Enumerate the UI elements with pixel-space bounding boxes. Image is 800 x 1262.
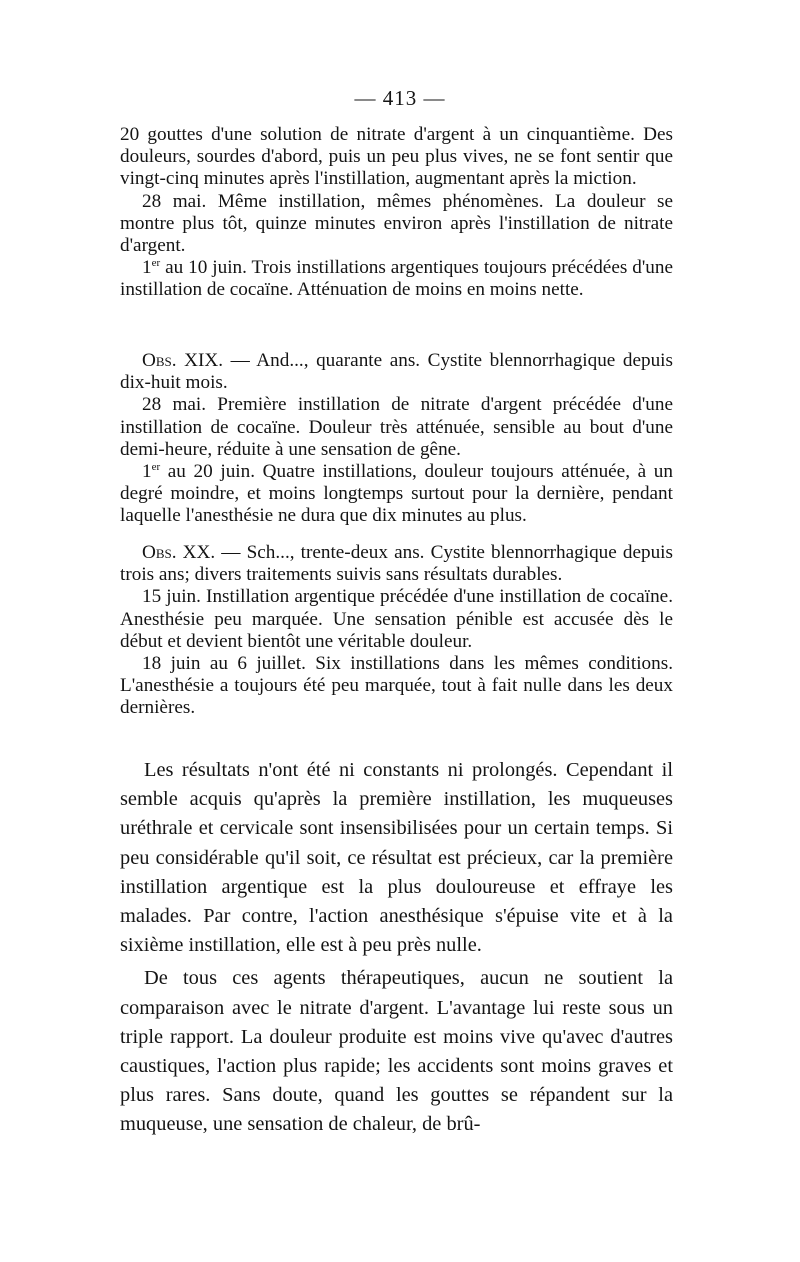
paragraph-text: au 10 juin. Trois instillations argentiques toujours précédées d'une instillation de cocaïne. Atténuation de moins en moins nette.: [120, 257, 673, 301]
observation-xx: [120, 542, 673, 720]
page-number: — 413 —: [354, 86, 446, 110]
paragraph: De tous ces agents thérapeutiques, aucun ne soutient la comparaison avec le nitrate d'argent. L'avantage lui reste sous un triple rapport. La douleur produite est moins vive qu'avec d'autres caustiques, l'action plus rapide; les accidents sont moins graves et plus rares. Sans doute, quand les gouttes se répandent sur la muqueuse, une sensation de chaleur, de brû-: [120, 967, 673, 1136]
discussion-text: [120, 756, 673, 1140]
paragraph: 15 juin. Instillation argentique précédée d'une instillation de cocaïne. Anesthésie peu marquée. Une sensation pénible est accusée dès le début et devient bientôt une véritable douleur.: [120, 586, 673, 652]
observation-label: Obs. XX.: [142, 542, 216, 563]
observation-continued: [120, 124, 673, 302]
ordinal-suffix: er: [151, 257, 161, 270]
day-number: 1: [142, 461, 152, 483]
observation-heading: [120, 350, 673, 394]
paragraph: 18 juin au 6 juillet. Six instillations dans les mêmes conditions. L'anesthésie a toujours été peu marquée, tout à fait nulle dans les deux dernières.: [120, 653, 673, 719]
ordinal-suffix: er: [151, 461, 161, 474]
observation-xix: [120, 350, 673, 528]
day-number: 1: [142, 257, 152, 279]
paragraph: 28 mai. Même instillation, mêmes phénomènes. La douleur se montre plus tôt, quinze minutes environ après l'instillation de nitrate d'argent.: [120, 190, 673, 257]
observation-heading: [120, 542, 673, 586]
observation-label: Obs. XIX.: [142, 350, 224, 371]
observation-summary: — Sch..., trente-deux ans. Cystite blennorrhagique depuis trois ans; divers traitements suivis sans résultats durables.: [120, 542, 673, 586]
observation-summary: — And..., quarante ans. Cystite blennorrhagique depuis dix-huit mois.: [120, 350, 673, 394]
paragraph: [120, 461, 673, 528]
paragraph: [120, 257, 673, 301]
paragraph: 28 mai. Première instillation de nitrate d'argent précédée d'une instillation de cocaïne. Douleur très atténuée, sensible au bout d'une demi-heure, réduite à une sensation de gêne.: [120, 394, 673, 460]
paragraph: Les résultats n'ont été ni constants ni prolongés. Cependant il semble acquis qu'après la première instillation, les muqueuses uréthrale et cervicale sont insensibilisées pour un certain temps. Si peu considérable qu'il soit, ce résultat est précieux, car la première instillation argentique est la plus douloureuse et effraye les malades. Par contre, l'action anesthésique s'épuise vite et à la sixième instillation, elle est à peu près nulle.: [120, 759, 673, 957]
paragraph: 20 gouttes d'une solution de nitrate d'argent à un cinquantième. Des douleurs, sourdes d'abord, puis un peu plus vives, ne se font sentir que vingt-cinq minutes après l'instillation, augmentant après la miction.: [120, 124, 673, 190]
paragraph-text: au 20 juin. Quatre instillations, douleur toujours atténuée, à un degré moindre, et moins longtemps surtout pour la dernière, pendant laquelle l'anesthésie ne dura que dix minutes au plus.: [120, 461, 673, 527]
